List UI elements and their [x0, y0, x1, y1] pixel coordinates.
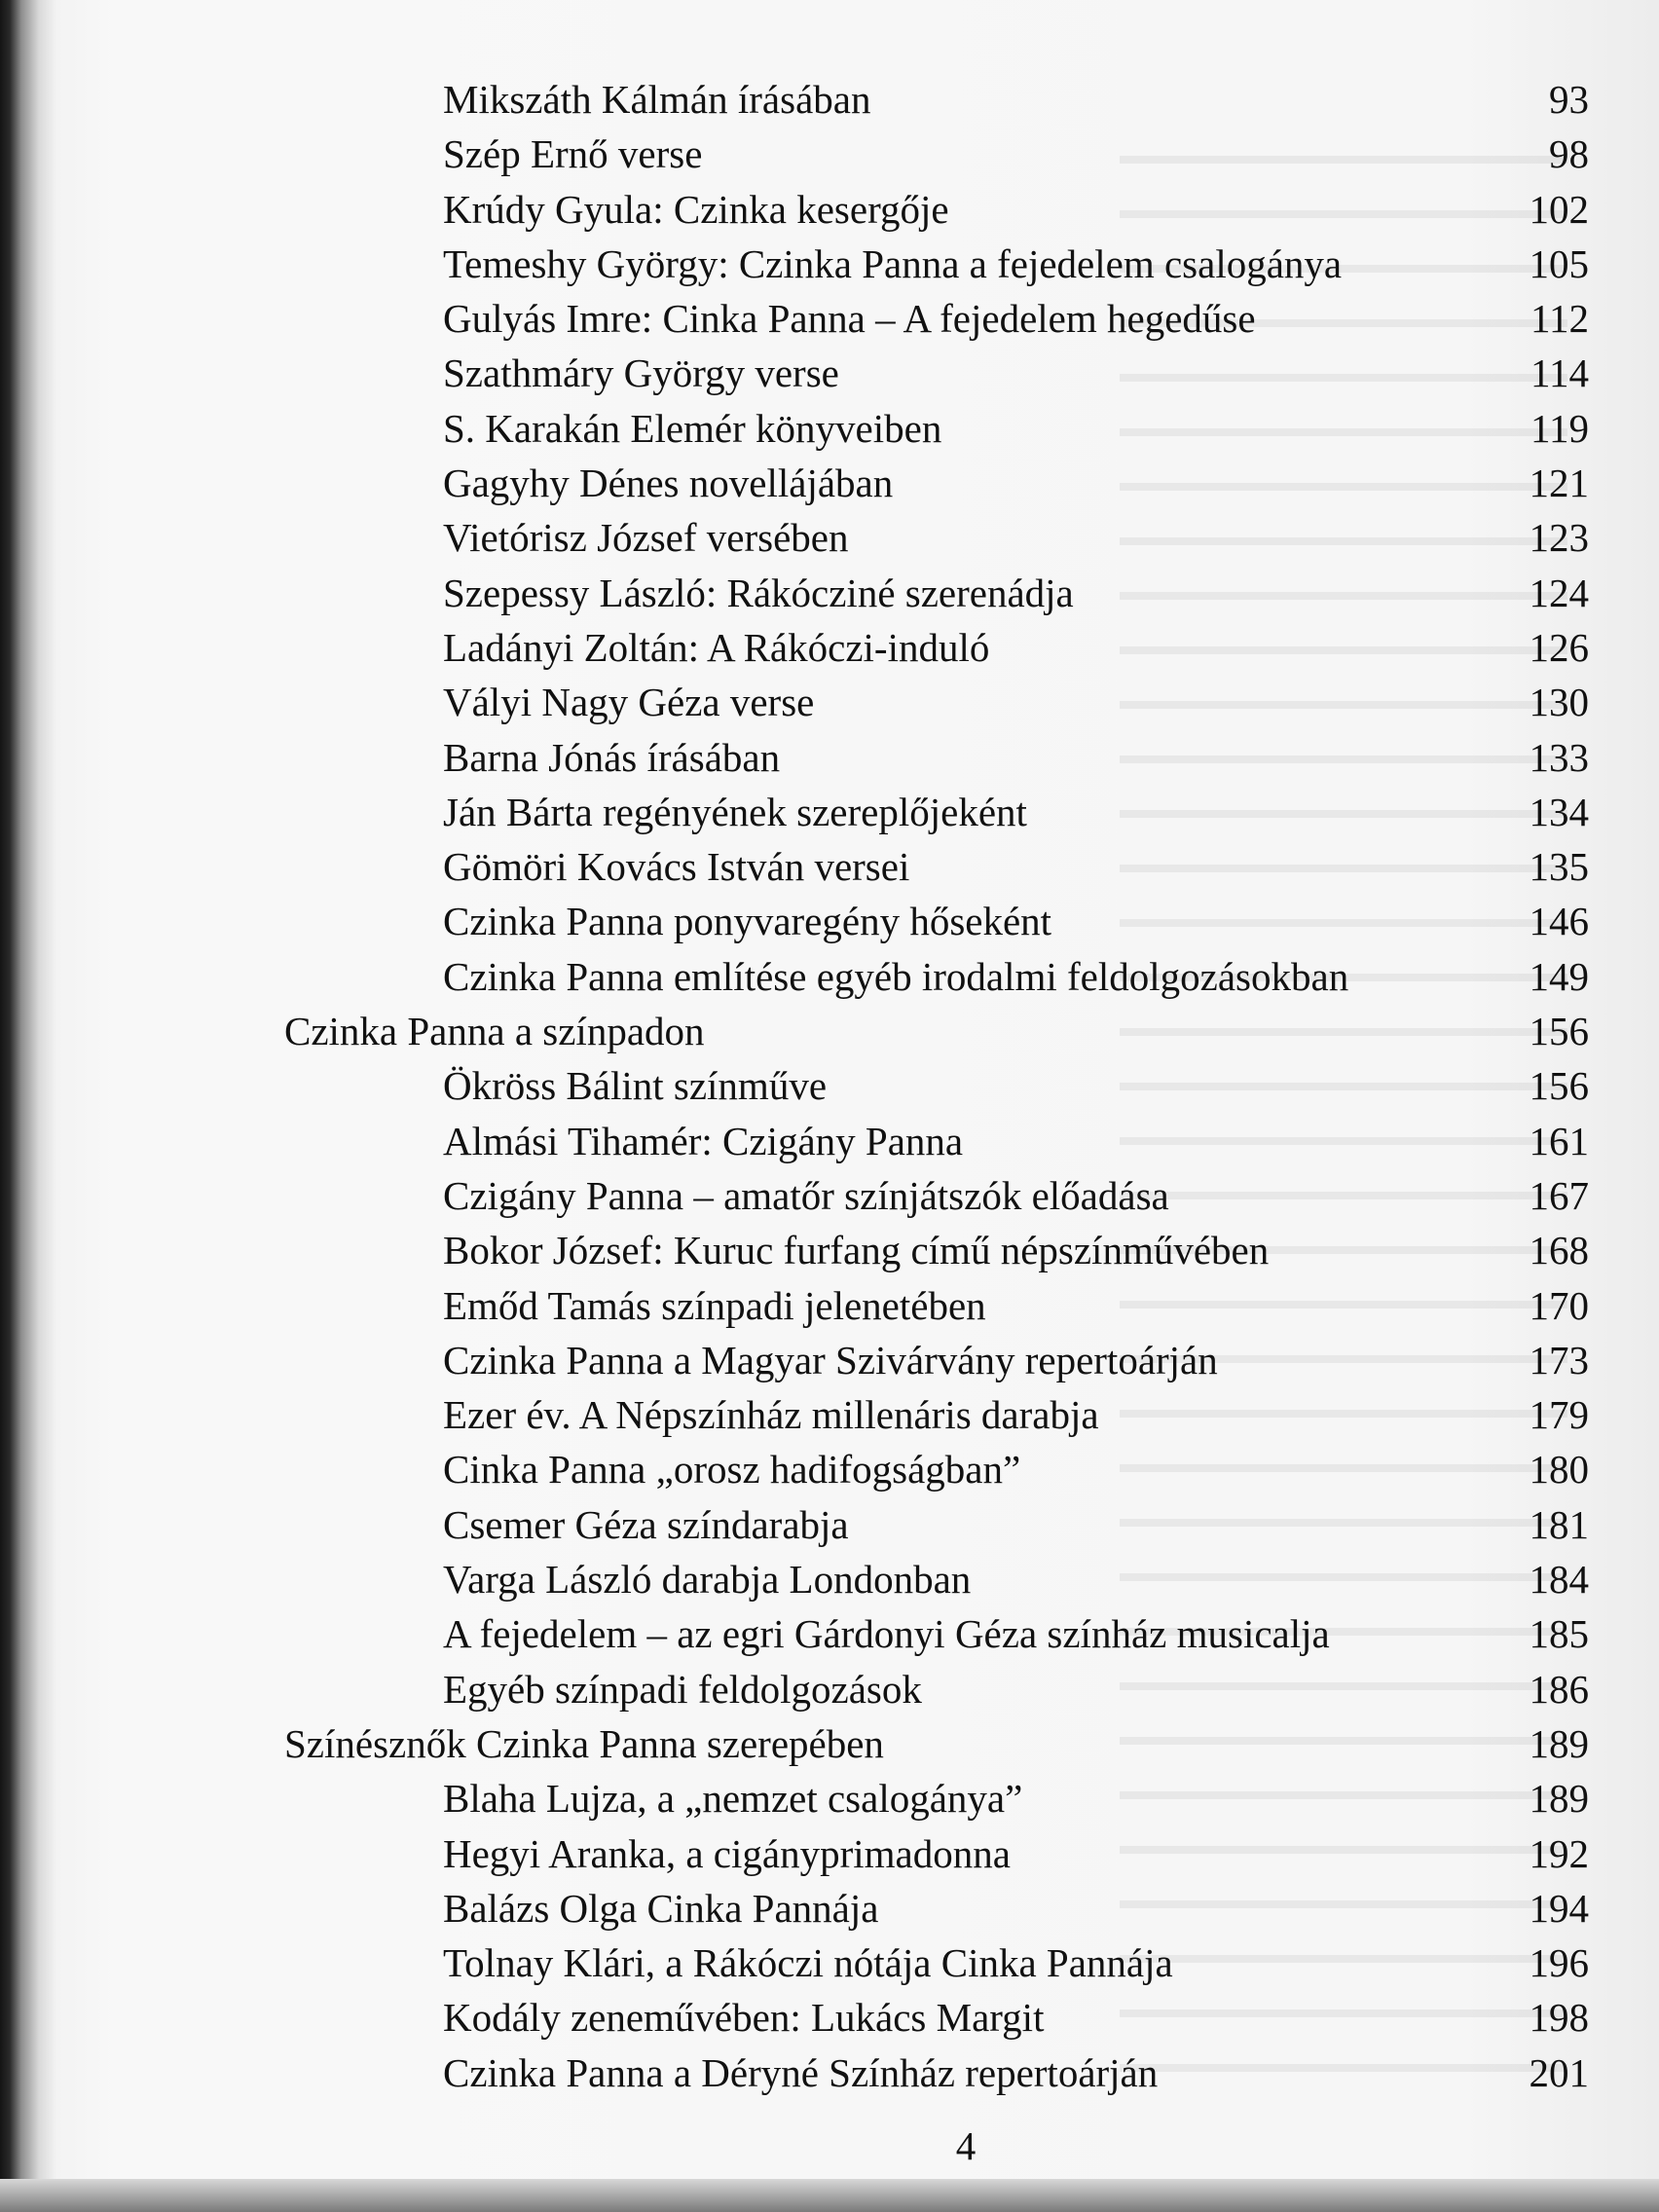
toc-entry-page: 179	[1529, 1392, 1589, 1438]
toc-entry	[0, 785, 1659, 839]
toc-entry-title: Vietórisz József versében	[443, 515, 849, 561]
toc-entry-title: Csemer Géza színdarabja	[443, 1501, 849, 1547]
toc-entry-title: Kodály zeneművében: Lukács Margit	[443, 1995, 1045, 2041]
toc-entry	[0, 1223, 1659, 1277]
toc-entry-title: A fejedelem – az egri Gárdonyi Géza színház musicalja	[443, 1611, 1330, 1657]
toc-entry-title: Gulyás Imre: Cinka Panna – A fejedelem hegedűse	[443, 296, 1256, 342]
toc-entry	[0, 456, 1659, 510]
toc-entry	[0, 1771, 1659, 1825]
toc-entry-title: Blaha Lujza, a „nemzet csalogánya”	[443, 1776, 1023, 1822]
toc-entry-page: 170	[1529, 1282, 1589, 1328]
toc-entry-page: 133	[1529, 734, 1589, 780]
toc-entry	[0, 1606, 1659, 1661]
toc-entry	[0, 730, 1659, 785]
toc-entry	[0, 620, 1659, 675]
toc-entry-page: 173	[1529, 1337, 1589, 1382]
toc-entry	[0, 1387, 1659, 1442]
toc-entry	[0, 1168, 1659, 1223]
toc-entry-page: 180	[1529, 1447, 1589, 1493]
toc-entry	[0, 1278, 1659, 1333]
toc-entry-page: 201	[1529, 2049, 1589, 2095]
toc-entry-title: Krúdy Gyula: Czinka kesergője	[443, 186, 949, 232]
table-of-contents	[0, 72, 1659, 2100]
toc-entry-page: 126	[1529, 624, 1589, 670]
toc-entry	[0, 182, 1659, 237]
toc-entry-page: 146	[1529, 899, 1589, 944]
toc-entry-title: Balázs Olga Cinka Pannája	[443, 1885, 879, 1931]
toc-entry-page: 121	[1529, 461, 1589, 506]
toc-entry-page: 194	[1529, 1885, 1589, 1931]
toc-entry	[0, 237, 1659, 291]
toc-entry-title: Ladányi Zoltán: A Rákóczi-induló	[443, 624, 990, 670]
toc-entry-title: Egyéb színpadi feldolgozások	[443, 1666, 922, 1712]
toc-entry-page: 168	[1529, 1228, 1589, 1273]
toc-entry-title: Bokor József: Kuruc furfang című népszínművében	[443, 1228, 1270, 1273]
toc-entry-page: 192	[1529, 1830, 1589, 1876]
toc-entry	[0, 291, 1659, 346]
toc-entry-title: Hegyi Aranka, a cigányprimadonna	[443, 1830, 1011, 1876]
toc-entry	[0, 894, 1659, 948]
toc-entry	[0, 1936, 1659, 1990]
toc-entry-page: 135	[1529, 844, 1589, 890]
toc-entry	[0, 1552, 1659, 1606]
toc-entry-page: 93	[1549, 77, 1589, 122]
toc-entry-title: Tolnay Klári, a Rákóczi nótája Cinka Pannája	[443, 1940, 1173, 1986]
toc-entry	[0, 1442, 1659, 1496]
toc-entry-page: 196	[1529, 1940, 1589, 1986]
toc-entry-title: Színésznők Czinka Panna szerepében	[284, 1720, 884, 1766]
toc-entry-title: Czinka Panna említése egyéb irodalmi feldolgozásokban	[443, 953, 1349, 999]
toc-entry-title: Gagyhy Dénes novellájában	[443, 461, 894, 506]
toc-entry-page: 198	[1529, 1995, 1589, 2041]
toc-entry-title: Czinka Panna a Déryné Színház repertoárján	[443, 2049, 1159, 2095]
toc-entry-page: 119	[1530, 405, 1589, 451]
toc-entry	[0, 1497, 1659, 1552]
toc-entry-title: Czinka Panna a Magyar Szivárvány repertoárján	[443, 1337, 1218, 1382]
toc-entry-title: Mikszáth Kálmán írásában	[443, 77, 871, 122]
toc-entry	[0, 2046, 1659, 2100]
toc-entry	[0, 839, 1659, 894]
toc-entry-page: 184	[1529, 1557, 1589, 1603]
toc-entry-page: 167	[1529, 1172, 1589, 1218]
toc-entry	[0, 1826, 1659, 1881]
toc-entry-title: Barna Jónás írásában	[443, 734, 781, 780]
toc-entry-title: Szathmáry György verse	[443, 350, 839, 396]
toc-entry-page: 181	[1529, 1501, 1589, 1547]
toc-entry	[0, 401, 1659, 456]
toc-entry-page: 98	[1549, 131, 1589, 177]
toc-entry-page: 130	[1529, 680, 1589, 725]
toc-entry-page: 134	[1529, 789, 1589, 834]
toc-entry	[0, 1333, 1659, 1387]
toc-entry-title: Almási Tihamér: Czigány Panna	[443, 1118, 964, 1163]
toc-section-heading	[0, 1716, 1659, 1771]
toc-entry-title: Ezer év. A Népszínház millenáris darabja	[443, 1392, 1099, 1438]
toc-entry-title: Czinka Panna ponyvaregény hőseként	[443, 899, 1052, 944]
toc-entry-title: Ökröss Bálint színműve	[443, 1063, 828, 1109]
toc-entry-page: 189	[1529, 1776, 1589, 1822]
toc-entry-page: 105	[1529, 240, 1589, 286]
toc-entry-title: Czigány Panna – amatőr színjátszók előadása	[443, 1172, 1169, 1218]
toc-entry-page: 114	[1530, 350, 1589, 396]
toc-entry-title: Czinka Panna a színpadon	[284, 1009, 705, 1054]
toc-entry-page: 161	[1529, 1118, 1589, 1163]
toc-entry-page: 156	[1529, 1009, 1589, 1054]
toc-entry	[0, 510, 1659, 565]
toc-entry	[0, 566, 1659, 620]
toc-entry-page: 185	[1529, 1611, 1589, 1657]
toc-entry-title: Ján Bárta regényének szereplőjeként	[443, 789, 1027, 834]
page-number: 4	[955, 2123, 977, 2168]
toc-entry-title: Emőd Tamás színpadi jelenetében	[443, 1282, 986, 1328]
toc-entry-title: Szép Ernő verse	[443, 131, 703, 177]
toc-entry	[0, 949, 1659, 1004]
toc-entry-page: 189	[1529, 1720, 1589, 1766]
toc-entry-title: Temeshy György: Czinka Panna a fejedelem csalogánya	[443, 240, 1343, 286]
toc-entry-title: S. Karakán Elemér könyveiben	[443, 405, 942, 451]
toc-entry	[0, 72, 1659, 127]
toc-entry-title: Gömöri Kovács István versei	[443, 844, 910, 890]
toc-entry-page: 156	[1529, 1063, 1589, 1109]
toc-entry	[0, 1058, 1659, 1113]
toc-entry-title: Szepessy László: Rákócziné szerenádja	[443, 570, 1074, 615]
toc-entry	[0, 346, 1659, 400]
toc-entry-page: 149	[1529, 953, 1589, 999]
page-bottom-edge	[0, 2179, 1659, 2212]
toc-entry-page: 124	[1529, 570, 1589, 615]
toc-entry-title: Vályi Nagy Géza verse	[443, 680, 815, 725]
toc-entry	[0, 1990, 1659, 2045]
toc-entry	[0, 1114, 1659, 1168]
toc-entry-title: Varga László darabja Londonban	[443, 1557, 972, 1603]
toc-entry-page: 112	[1530, 296, 1589, 342]
toc-entry-page: 186	[1529, 1666, 1589, 1712]
toc-entry	[0, 1662, 1659, 1716]
toc-entry	[0, 1881, 1659, 1936]
toc-entry	[0, 675, 1659, 729]
toc-section-heading	[0, 1004, 1659, 1058]
toc-entry	[0, 127, 1659, 181]
toc-entry-page: 102	[1529, 186, 1589, 232]
toc-entry-title: Cinka Panna „orosz hadifogságban”	[443, 1447, 1021, 1493]
toc-entry-page: 123	[1529, 515, 1589, 561]
